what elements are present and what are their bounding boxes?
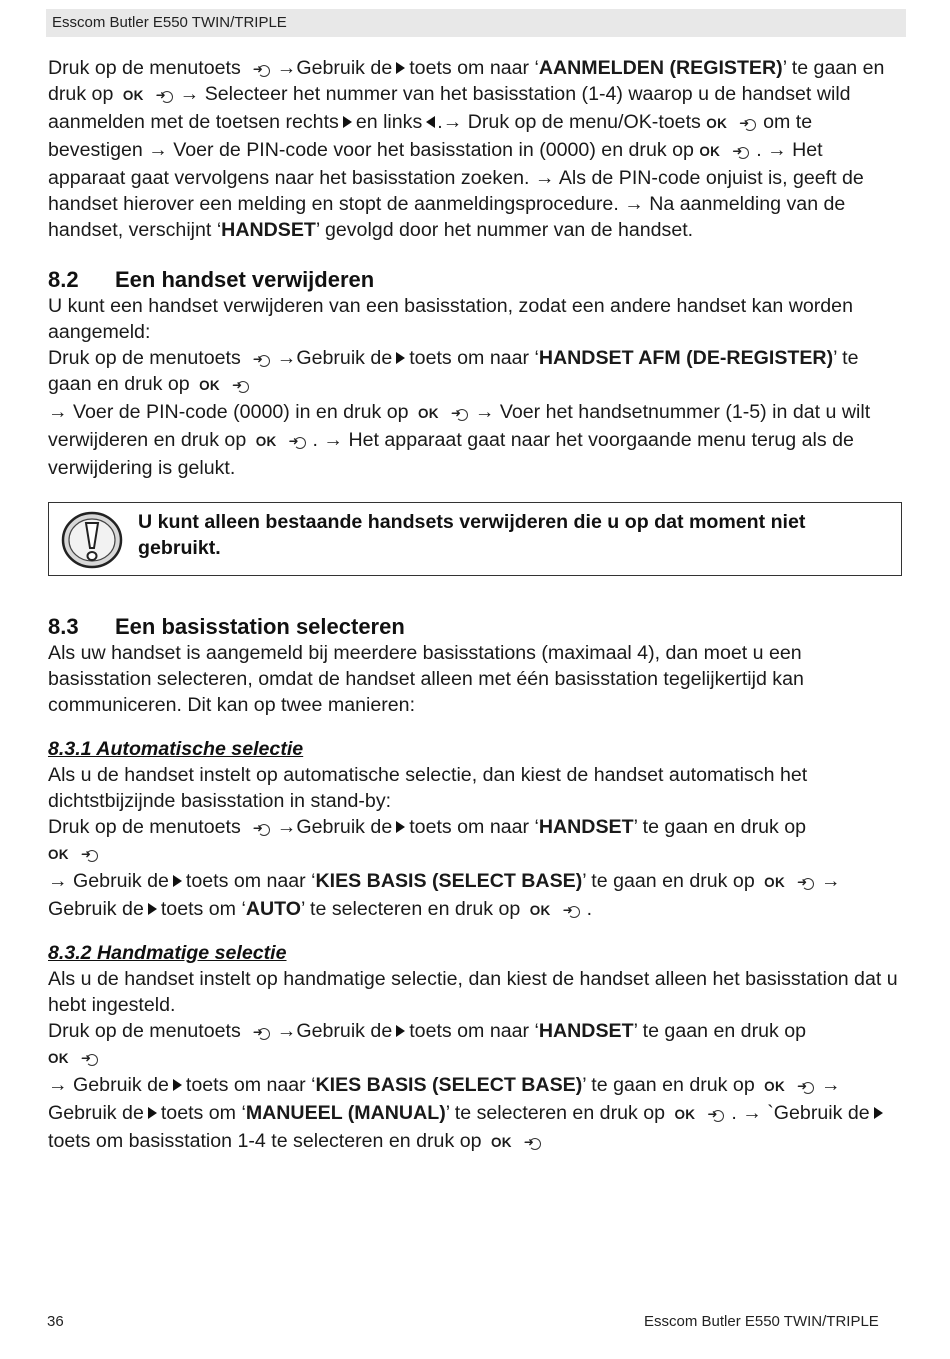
right-triangle-icon [173,1079,182,1091]
deregister-paragraph [48,345,904,481]
text: om te bevestigen → Voer de PIN-code voor het basisstation in (0000) en druk op [48,111,813,161]
text: → [821,870,841,892]
ok-key-label: OK [48,1051,69,1066]
text: toets om naar ‘ [409,816,539,838]
text: → [821,1074,841,1096]
text: ’ te gaan en druk op [582,870,755,892]
right-triangle-icon [173,875,182,887]
menu-ok-key-icon: ➜ [255,353,271,367]
text: Druk op de menutoets [48,816,241,838]
text: . → Het apparaat gaat vervolgens naar het basisstation zoeken. → Als de PIN-code onjuist is, geeft de handset hierover een melding en stopt de aanmeldingsprocedure. → Na aanmelding van de handset, verschijnt ‘ [48,139,864,241]
text: → Gebruik de [48,870,169,892]
right-triangle-icon [148,1107,157,1119]
text: → Selecteer het nummer van het basisstation (1-4) waarop u de handset wild aanmelden met de toetsen rechts [48,83,851,133]
text: → Voer de PIN-code (0000) in en druk op [48,401,409,423]
ok-key-label: OK [255,434,277,449]
page-content [48,55,904,1156]
right-triangle-icon [396,821,405,833]
ok-key-label: OK [529,903,551,918]
menu-ok-key-icon: ➜ [255,1026,271,1040]
menu-ok-key-icon: ➜ [453,407,469,421]
text: toets om ‘ [160,1102,246,1124]
ok-key-label: OK [706,116,728,131]
menu-ok-key-icon: ➜ [234,379,250,393]
menu-ok-key-icon: ➜ [83,848,99,862]
menu-ok-key-icon: ➜ [526,1136,542,1150]
right-triangle-icon [396,1025,405,1037]
ok-key-label: OK [122,88,144,103]
right-triangle-icon [396,352,405,364]
text: →Gebruik de [276,1020,393,1042]
menu-term: HANDSET [221,219,316,241]
menu-term: AUTO [245,898,301,920]
subsection-heading-8-3-1: 8.3.1 Automatische selectie [48,738,304,760]
deregister-intro [48,293,904,345]
text: Als u de handset instelt op handmatige selectie, dan kiest de handset alleen het basisstation dat u hebt ingesteld. [48,968,898,1016]
text: ’ te gaan en druk op [582,1074,755,1096]
ok-key-label: OK [48,847,69,862]
menu-ok-key-icon: ➜ [255,63,271,77]
menu-ok-key-icon: ➜ [83,1052,99,1066]
menu-ok-key-icon: ➜ [158,89,174,103]
left-triangle-icon [426,116,435,128]
manual-select-intro [48,966,904,1018]
text: ’ te gaan en druk op [633,816,807,838]
text: Als u de handset instelt op automatische selectie, dan kiest de handset automatisch het dichtstbijzijnde basisstation in stand-by: [48,764,808,812]
menu-ok-key-icon: ➜ [734,145,750,159]
note-text: U kunt alleen bestaande handsets verwijderen die u op dat moment niet gebruikt. [138,511,806,559]
subsection-heading-8-3-2: 8.3.2 Handmatige selectie [48,942,287,964]
text: ’ te gaan en druk op [48,57,885,105]
text: Druk op de menutoets [48,347,241,369]
menu-ok-key-icon: ➜ [799,1080,815,1094]
text: toets om ‘ [160,898,246,920]
header-title: Esscom Butler E550 TWIN/TRIPLE [52,14,287,31]
section-title: Een basisstation selecteren [115,614,405,639]
text: → Gebruik de [48,1074,169,1096]
text: Gebruik de [48,898,144,920]
text: Druk op de menutoets [48,57,241,79]
right-triangle-icon [343,116,352,128]
ok-key-label: OK [199,378,220,393]
text: → Voer het handsetnummer (1-5) in dat u wilt verwijderen en druk op [48,401,871,451]
menu-ok-key-icon: ➜ [565,904,581,918]
ok-key-label: OK [674,1107,696,1122]
text: ’ te selecteren en druk op [300,898,521,920]
manual-select-steps [48,1018,904,1156]
text: ’ te gaan en druk op [633,1020,807,1042]
right-triangle-icon [396,62,405,74]
page-header [46,9,906,37]
right-triangle-icon [148,903,157,915]
menu-ok-key-icon: ➜ [709,1108,725,1122]
menu-ok-key-icon: ➜ [291,435,307,449]
menu-term: HANDSET [538,816,634,838]
menu-term: HANDSET [538,1020,634,1042]
select-base-intro [48,640,904,718]
text: . [586,898,593,920]
text: ’ gevolgd door het nummer van de handset. [315,219,694,241]
footer-model: Esscom Butler E550 TWIN/TRIPLE [644,1313,879,1330]
text: toets om naar ‘ [409,347,539,369]
text: en links [355,111,423,133]
register-paragraph [48,55,904,243]
menu-ok-key-icon: ➜ [741,117,757,131]
text: U kunt een handset verwijderen van een basisstation, zodat een andere handset kan worden aangemeld: [48,295,853,343]
ok-key-label: OK [764,875,786,890]
text: toets om naar ‘ [185,870,316,892]
text: . → `Gebruik de [731,1102,870,1124]
ok-key-label: OK [417,406,439,421]
menu-ok-key-icon: ➜ [255,822,271,836]
text: Gebruik de [48,1102,144,1124]
menu-term: KIES BASIS (SELECT BASE) [315,870,583,892]
text: Als uw handset is aangemeld bij meerdere basisstations (maximaal 4), dan moet u een basisstation selecteren, omdat de handset alleen met één basisstation tegelijkertijd kan communiceren. Dit kan op twee manieren: [48,642,804,716]
menu-ok-key-icon: ➜ [799,876,815,890]
text: . → Het apparaat gaat naar het voorgaande menu terug als de verwijdering is gelukt. [48,429,854,479]
section-heading-8-2 [48,267,904,293]
menu-term: AANMELDEN (REGISTER) [538,57,783,79]
page-number: 36 [47,1313,64,1330]
section-title: Een handset verwijderen [115,267,375,292]
ok-key-label: OK [490,1135,512,1150]
menu-term: HANDSET AFM (DE-REGISTER) [538,347,834,369]
text: →Gebruik de [276,347,393,369]
exclamation-warning-icon [61,511,123,569]
text: →Gebruik de [276,57,393,79]
text: .→ Druk op de menu/OK-toets [437,111,701,133]
section-number: 8.3 [48,614,79,639]
section-number: 8.2 [48,267,79,292]
menu-term: MANUEEL (MANUAL) [245,1102,446,1124]
text: →Gebruik de [276,816,393,838]
text: Druk op de menutoets [48,1020,241,1042]
text: toets om naar ‘ [185,1074,316,1096]
ok-key-label: OK [764,1079,786,1094]
auto-select-intro [48,762,904,814]
text: toets om naar ‘ [409,1020,539,1042]
menu-term: KIES BASIS (SELECT BASE) [315,1074,583,1096]
ok-key-label: OK [699,144,721,159]
section-heading-8-3 [48,614,904,640]
auto-select-steps [48,814,904,924]
text: ’ te selecteren en druk op [445,1102,666,1124]
text: toets om naar ‘ [409,57,539,79]
right-triangle-icon [874,1107,883,1119]
text: toets om basisstation 1-4 te selecteren en druk op [48,1130,482,1152]
text: ’ te gaan en druk op [48,347,859,395]
note-box [48,502,902,576]
